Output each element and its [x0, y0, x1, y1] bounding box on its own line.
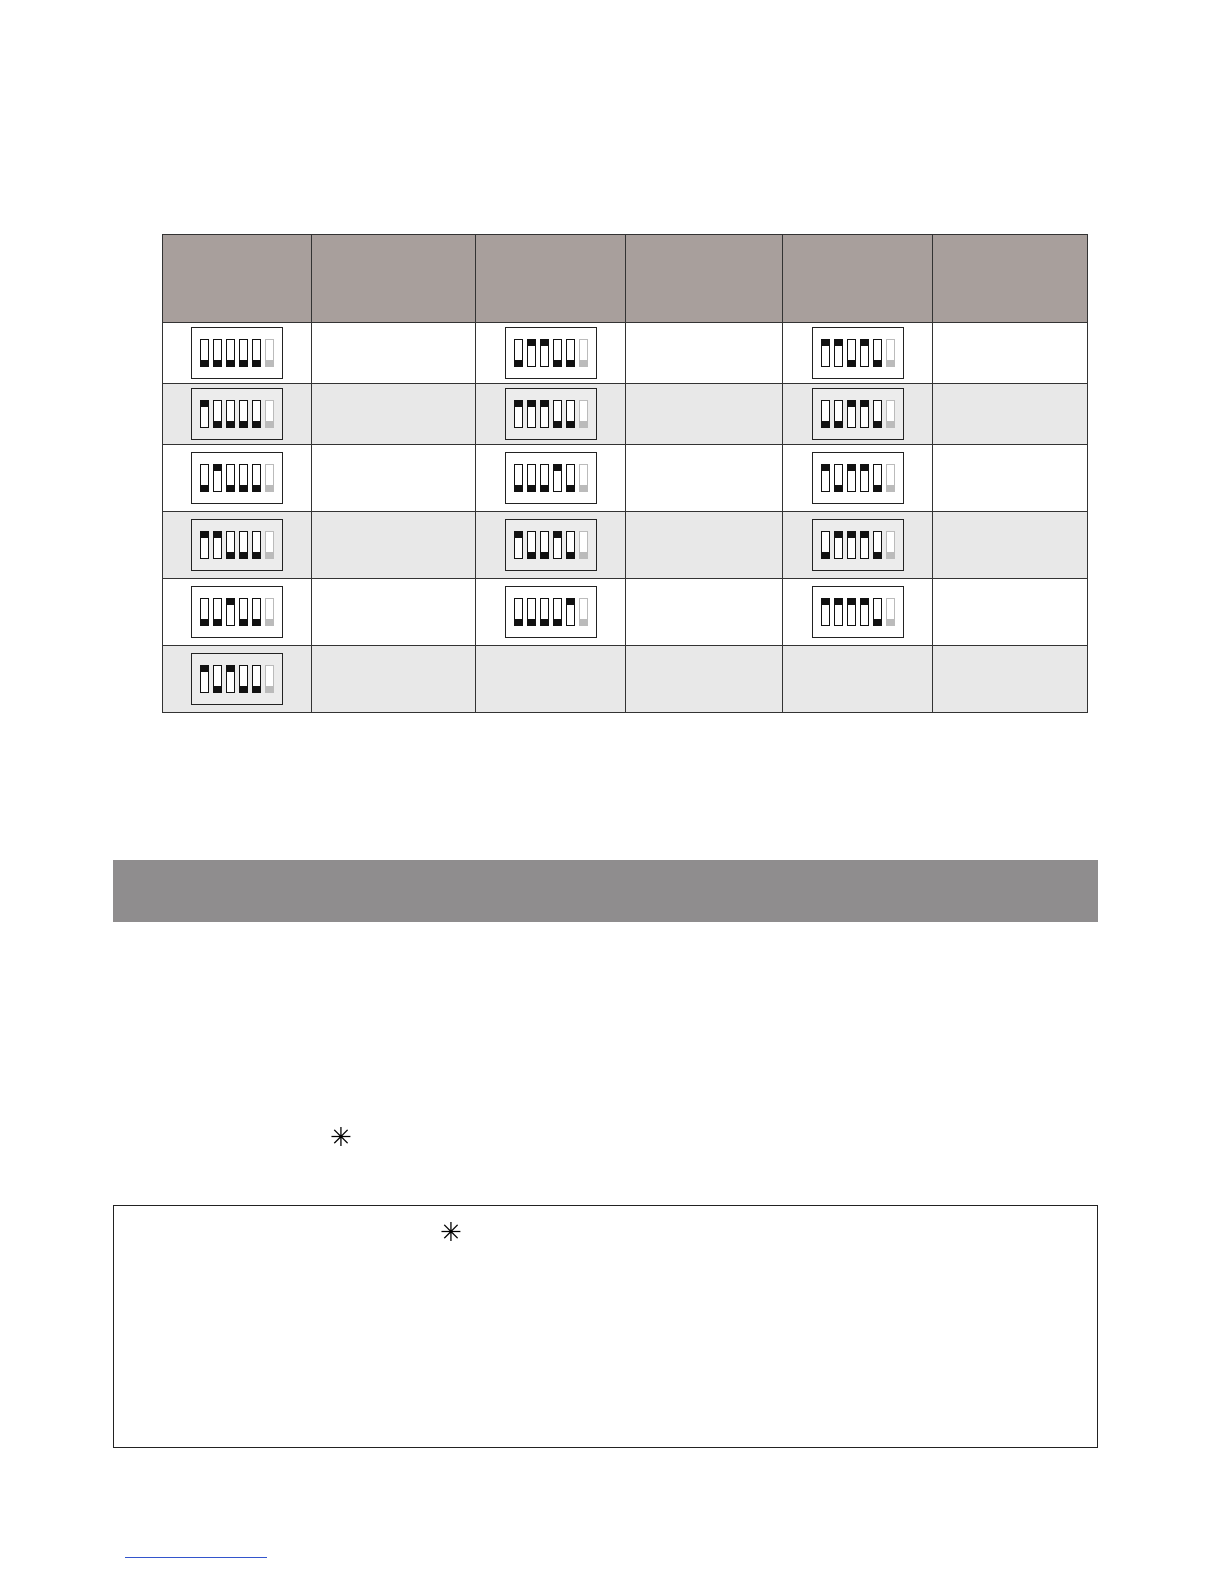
dip-switch-icon: [505, 586, 597, 638]
table-row: [163, 512, 1088, 579]
switch-lever-on: [527, 400, 536, 428]
dip-switch-cell: [476, 646, 626, 713]
switch-lever-on: [834, 531, 843, 559]
table-row: [163, 323, 1088, 384]
switch-lever-unused: [886, 598, 895, 626]
value-cell: [626, 384, 783, 445]
value-cell: [312, 323, 476, 384]
switch-lever-unused: [265, 598, 274, 626]
switch-lever-off: [239, 464, 248, 492]
switch-lever-off: [553, 400, 562, 428]
switch-lever-on: [226, 598, 235, 626]
switch-lever-unused: [886, 531, 895, 559]
switch-lever-unused: [886, 400, 895, 428]
switch-lever-unused: [579, 531, 588, 559]
switch-lever-off: [226, 400, 235, 428]
switch-lever-off: [847, 339, 856, 367]
switch-lever-on: [834, 339, 843, 367]
switch-lever-off: [566, 400, 575, 428]
dip-switch-icon: [191, 519, 283, 571]
switch-lever-off: [226, 531, 235, 559]
switch-lever-off: [514, 598, 523, 626]
dip-switch-icon: [191, 586, 283, 638]
value-cell: [933, 384, 1088, 445]
switch-lever-off: [821, 531, 830, 559]
value-cell: [626, 579, 783, 646]
dip-switch-cell: [783, 323, 933, 384]
switch-lever-on: [540, 400, 549, 428]
switch-lever-off: [821, 400, 830, 428]
switch-lever-unused: [579, 339, 588, 367]
switch-lever-off: [226, 339, 235, 367]
value-cell: [312, 646, 476, 713]
switch-lever-off: [834, 400, 843, 428]
switch-lever-off: [213, 339, 222, 367]
dip-switch-cell: [163, 646, 312, 713]
table-header-cell: [163, 235, 312, 323]
switch-lever-off: [566, 464, 575, 492]
switch-lever-on: [514, 531, 523, 559]
switch-lever-unused: [265, 339, 274, 367]
switch-lever-on: [200, 400, 209, 428]
switch-lever-off: [200, 464, 209, 492]
dip-switch-cell: [476, 384, 626, 445]
switch-lever-on: [860, 339, 869, 367]
table-row: [163, 579, 1088, 646]
switch-lever-off: [873, 531, 882, 559]
dip-switch-cell: [783, 646, 933, 713]
table-header-cell: [783, 235, 933, 323]
switch-lever-off: [540, 464, 549, 492]
switch-lever-on: [213, 531, 222, 559]
dip-switch-cell: [783, 512, 933, 579]
switch-lever-off: [239, 665, 248, 693]
switch-lever-unused: [265, 400, 274, 428]
switch-lever-off: [252, 665, 261, 693]
switch-lever-off: [873, 400, 882, 428]
switch-lever-on: [847, 598, 856, 626]
switch-lever-off: [239, 531, 248, 559]
switch-lever-on: [821, 598, 830, 626]
switch-lever-off: [540, 598, 549, 626]
switch-lever-on: [860, 464, 869, 492]
switch-lever-unused: [265, 531, 274, 559]
dip-switch-cell: [476, 579, 626, 646]
note-box: [113, 1205, 1098, 1448]
value-cell: [626, 646, 783, 713]
value-cell: [312, 384, 476, 445]
switch-lever-off: [239, 339, 248, 367]
dip-switch-cell: [163, 384, 312, 445]
switch-lever-off: [252, 400, 261, 428]
switch-lever-unused: [579, 464, 588, 492]
switch-lever-on: [514, 400, 523, 428]
section-header-bar: [113, 860, 1098, 922]
dip-switch-cell: [476, 512, 626, 579]
switch-lever-off: [834, 464, 843, 492]
dip-switch-table: [162, 234, 1088, 713]
value-cell: [933, 323, 1088, 384]
table-header-cell: [626, 235, 783, 323]
switch-lever-unused: [265, 665, 274, 693]
switch-lever-off: [239, 400, 248, 428]
dip-switch-icon: [191, 327, 283, 379]
switch-lever-off: [200, 339, 209, 367]
switch-lever-on: [847, 464, 856, 492]
table-header-row: [163, 235, 1088, 323]
switch-lever-unused: [265, 464, 274, 492]
dip-switch-icon: [191, 388, 283, 440]
switch-lever-unused: [886, 464, 895, 492]
switch-lever-off: [553, 339, 562, 367]
switch-lever-off: [514, 464, 523, 492]
dip-switch-cell: [163, 445, 312, 512]
table-header-cell: [933, 235, 1088, 323]
switch-lever-on: [213, 464, 222, 492]
switch-lever-off: [527, 464, 536, 492]
table-row: [163, 445, 1088, 512]
table-row: [163, 646, 1088, 713]
value-cell: [933, 445, 1088, 512]
switch-lever-off: [527, 531, 536, 559]
switch-lever-on: [847, 400, 856, 428]
switch-lever-off: [252, 598, 261, 626]
switch-lever-unused: [886, 339, 895, 367]
switch-lever-off: [252, 464, 261, 492]
switch-lever-on: [540, 339, 549, 367]
value-cell: [312, 579, 476, 646]
dip-switch-cell: [783, 579, 933, 646]
switch-lever-on: [860, 531, 869, 559]
dip-switch-cell: [163, 323, 312, 384]
dip-switch-icon: [191, 653, 283, 705]
switch-lever-on: [821, 339, 830, 367]
switch-lever-unused: [579, 598, 588, 626]
switch-lever-on: [553, 531, 562, 559]
switch-lever-off: [873, 464, 882, 492]
switch-lever-on: [553, 464, 562, 492]
dip-switch-icon: [191, 452, 283, 504]
dip-switch-icon: [812, 519, 904, 571]
switch-lever-off: [514, 339, 523, 367]
value-cell: [933, 646, 1088, 713]
switch-lever-on: [226, 665, 235, 693]
dip-switch-icon: [505, 452, 597, 504]
asterisk-icon: ✳: [330, 1123, 352, 1153]
dip-switch-cell: [476, 445, 626, 512]
dip-switch-cell: [163, 579, 312, 646]
switch-lever-on: [821, 464, 830, 492]
switch-lever-on: [860, 400, 869, 428]
switch-lever-off: [566, 531, 575, 559]
asterisk-icon: ✳: [440, 1218, 462, 1248]
dip-switch-cell: [783, 445, 933, 512]
switch-lever-unused: [579, 400, 588, 428]
dip-switch-icon: [812, 388, 904, 440]
dip-switch-icon: [505, 519, 597, 571]
switch-lever-on: [847, 531, 856, 559]
dip-switch-cell: [163, 512, 312, 579]
switch-lever-on: [200, 665, 209, 693]
switch-lever-off: [553, 598, 562, 626]
switch-lever-on: [566, 598, 575, 626]
value-cell: [626, 512, 783, 579]
switch-lever-off: [200, 598, 209, 626]
switch-lever-off: [252, 531, 261, 559]
switch-lever-off: [252, 339, 261, 367]
dip-switch-icon: [505, 327, 597, 379]
dip-switch-icon: [812, 586, 904, 638]
table-row: [163, 384, 1088, 445]
table-header-cell: [476, 235, 626, 323]
switch-lever-off: [873, 339, 882, 367]
value-cell: [933, 512, 1088, 579]
switch-lever-on: [200, 531, 209, 559]
dip-switch-icon: [505, 388, 597, 440]
switch-lever-on: [527, 339, 536, 367]
footer-link-underline[interactable]: [125, 1557, 267, 1558]
value-cell: [933, 579, 1088, 646]
switch-lever-off: [226, 464, 235, 492]
value-cell: [312, 445, 476, 512]
switch-lever-off: [213, 665, 222, 693]
switch-lever-off: [873, 598, 882, 626]
switch-lever-off: [213, 598, 222, 626]
switch-lever-off: [239, 598, 248, 626]
dip-switch-icon: [812, 327, 904, 379]
value-cell: [312, 512, 476, 579]
switch-lever-on: [860, 598, 869, 626]
value-cell: [626, 323, 783, 384]
dip-switch-cell: [476, 323, 626, 384]
dip-switch-icon: [812, 452, 904, 504]
switch-lever-on: [834, 598, 843, 626]
table-header-cell: [312, 235, 476, 323]
value-cell: [626, 445, 783, 512]
switch-lever-off: [527, 598, 536, 626]
switch-lever-off: [540, 531, 549, 559]
dip-switch-cell: [783, 384, 933, 445]
switch-lever-off: [213, 400, 222, 428]
switch-lever-off: [566, 339, 575, 367]
